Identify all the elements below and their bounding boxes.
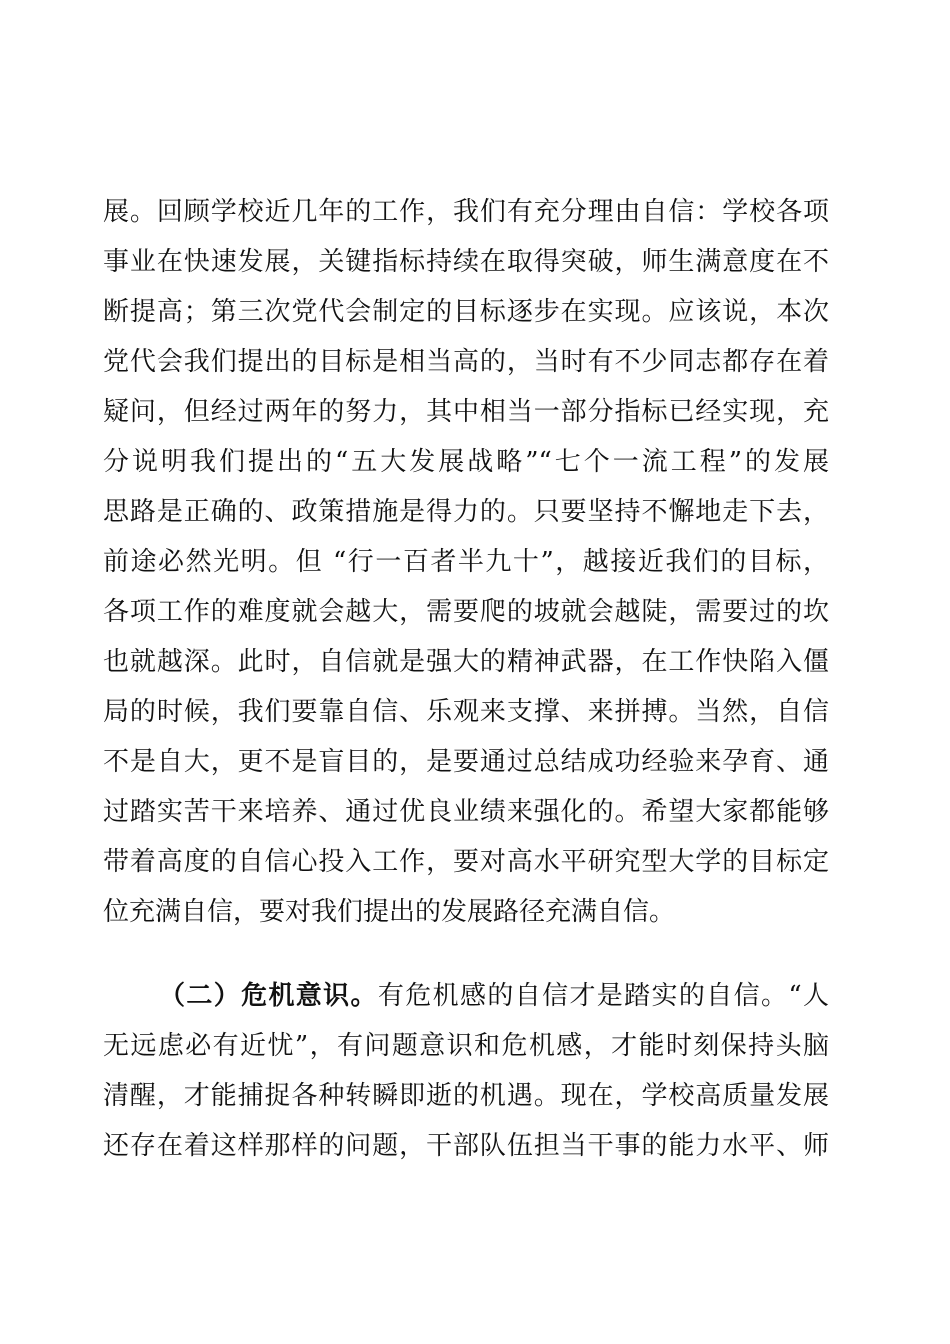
paragraph-1-line: 断提高；第三次党代会制定的目标逐步在实现。应该说，本次 [103,297,829,327]
paragraph-1-line: 各项工作的难度就会越大，需要爬的坡就会越陡，需要过的坎 [103,597,829,627]
section-heading: （二）危机意识。 [159,981,378,1011]
paragraph-1-line: 展。回顾学校近几年的工作，我们有充分理由自信：学校各项 [103,197,829,227]
paragraph-1-line: 不是自大，更不是盲目的，是要通过总结成功经验来孕育、通 [103,747,829,777]
paragraph-1-line: 也就越深。此时，自信就是强大的精神武器，在工作快陷入僵 [103,647,829,677]
paragraph-1-line: 疑问，但经过两年的努力，其中相当一部分指标已经实现，充 [103,397,829,427]
paragraph-1-line: 思路是正确的、政策措施是得力的。只要坚持不懈地走下去， [103,497,829,527]
paragraph-1-line: 带着高度的自信心投入工作，要对高水平研究型大学的目标定 [103,847,829,877]
paragraph-2-line: 还存在着这样那样的问题，干部队伍担当干事的能力水平、师 [103,1131,829,1161]
paragraph-1-line: 党代会我们提出的目标是相当高的，当时有不少同志都存在着 [103,347,829,377]
paragraph-2-first-line-text: 有危机感的自信才是踏实的自信。“人 [377,981,829,1011]
paragraph-1-line: 事业在快速发展，关键指标持续在取得突破，师生满意度在不 [103,247,829,277]
paragraph-1-line: 前途必然光明。但 “行一百者半九十”，越接近我们的目标， [103,547,829,577]
paragraph-2-first-line [159,970,829,1022]
paragraph-1-line: 分说明我们提出的“五大发展战略”“七个一流工程”的发展 [103,447,829,477]
paragraph-1-line: 位充满自信，要对我们提出的发展路径充满自信。 [103,897,676,927]
paragraph-1-line: 过踏实苦干来培养、通过优良业绩来强化的。希望大家都能够 [103,797,829,827]
paragraph-1-line: 局的时候，我们要靠自信、乐观来支撑、来拼搏。当然，自信 [103,697,829,727]
paragraph-2-line: 无远虑必有近忧”，有问题意识和危机感，才能时刻保持头脑 [103,1031,829,1061]
paragraph-2-line: 清醒，才能捕捉各种转瞬即逝的机遇。现在，学校高质量发展 [103,1081,829,1111]
